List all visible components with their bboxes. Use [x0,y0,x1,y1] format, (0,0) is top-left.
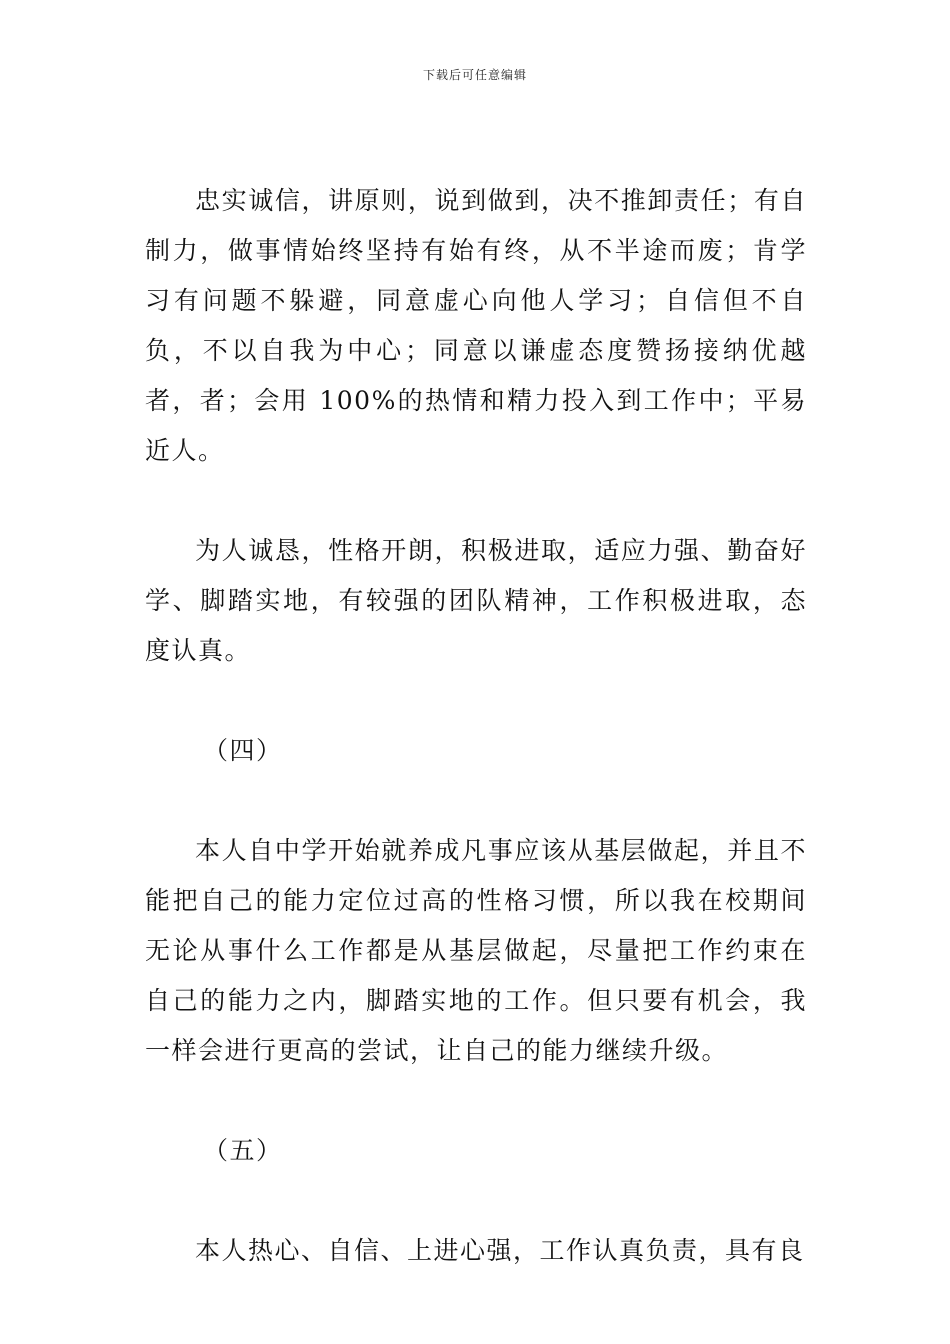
section-heading-five: （五） [203,1136,283,1165]
page-header-note: 下载后可任意编辑 [422,68,527,82]
document-body [145,176,807,1276]
paragraph-personal-qualities: 忠实诚信，讲原则，说到做到，决不推卸责任；有自制力，做事情始终坚持有始有终，从不半途而废；肯学习有问题不躲避，同意虚心向他人学习；自信但不自负，不以自我为中心；同意以谦虚态度赞扬接纳优越者，者；会用 100%的热情和精力投入到工作中；平易近人。 [145,186,807,465]
section-heading-four: （四） [203,736,283,765]
paragraph-enthusiasm: 本人热心、自信、上进心强，工作认真负责，具有良 [195,1236,805,1265]
paragraph-work-attitude: 本人自中学开始就养成凡事应该从基层做起，并且不能把自己的能力定位过高的性格习惯，所以我在校期间无论从事什么工作都是从基层做起，尽量把工作约束在自己的能力之内，脚踏实地的工作。但只要有机会，我一样会进行更高的尝试，让自己的能力继续升级。 [145,836,807,1065]
paragraph-personality: 为人诚恳，性格开朗，积极进取，适应力强、勤奋好学、脚踏实地，有较强的团队精神，工作积极进取，态度认真。 [145,536,807,665]
